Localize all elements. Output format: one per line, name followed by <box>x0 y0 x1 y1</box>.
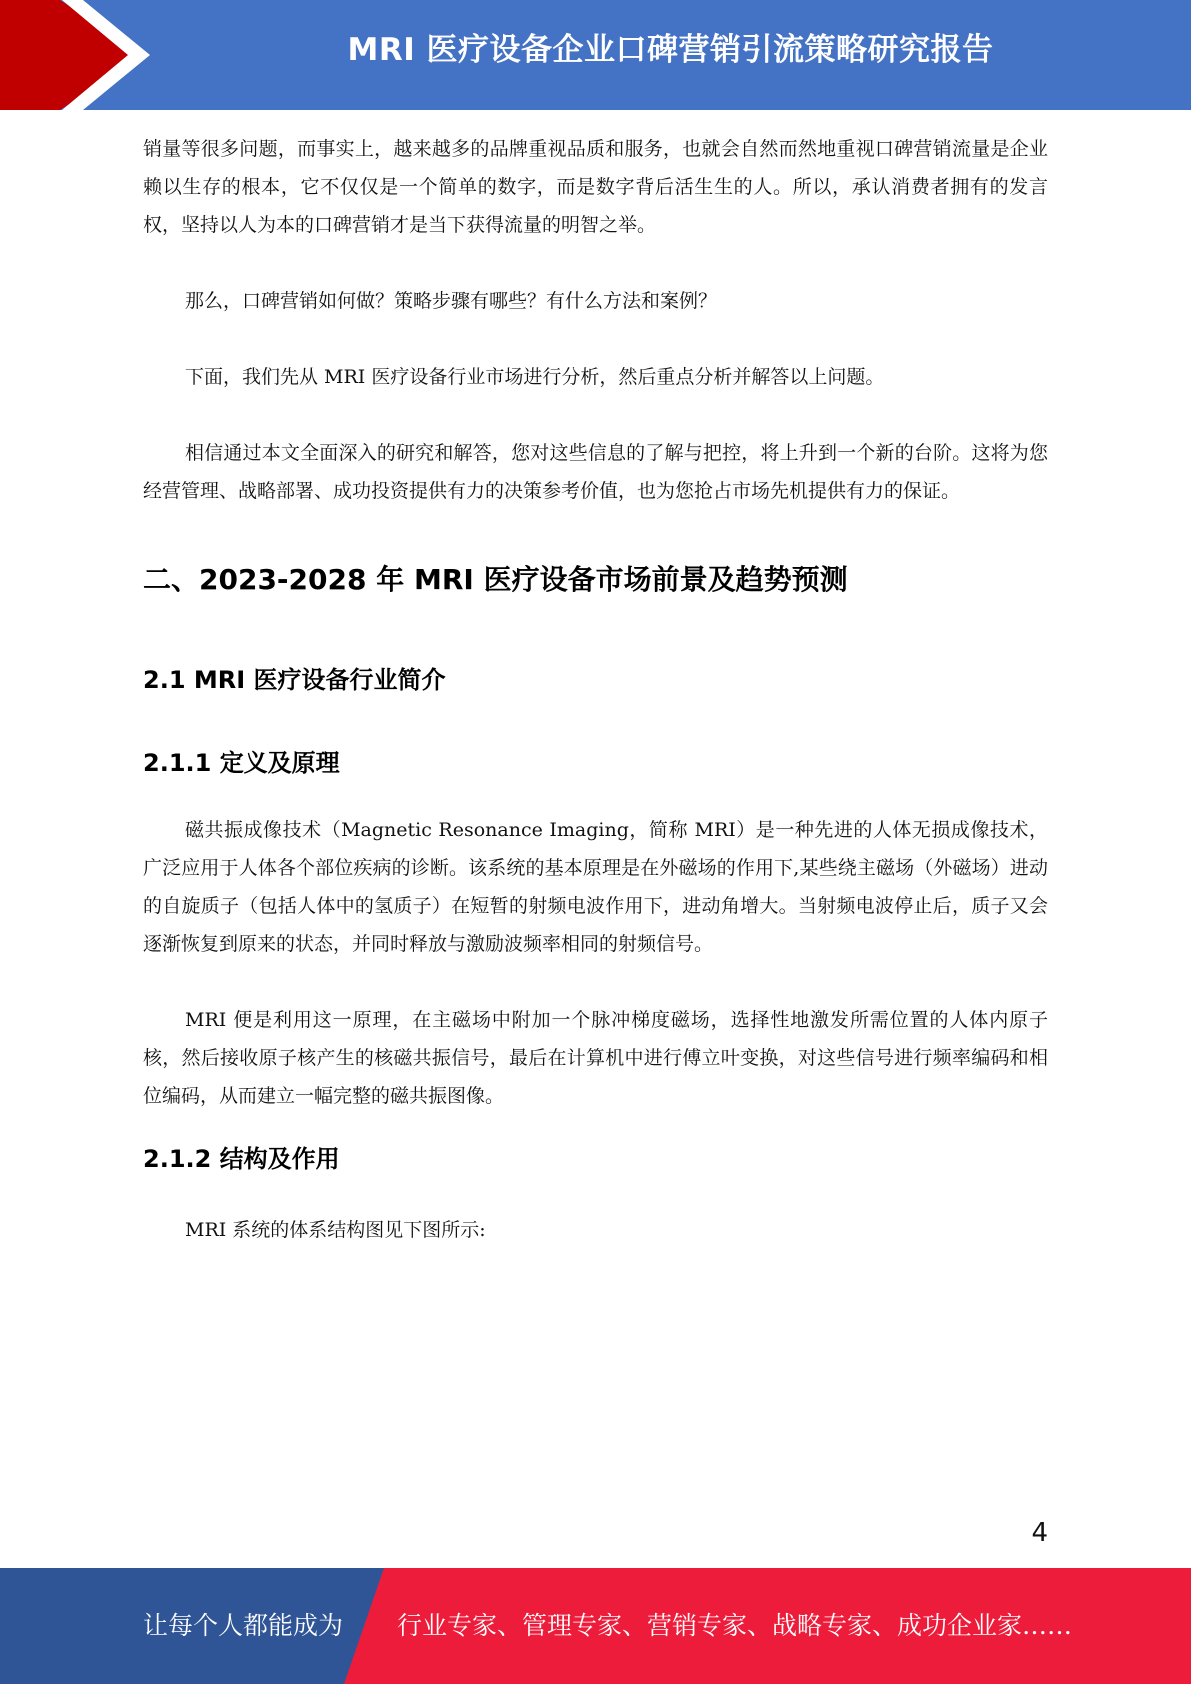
body-paragraph: MRI 便是利用这一原理，在主磁场中附加一个脉冲梯度磁场，选择性地激发所需位置的人体内原子核，然后接收原子核产生的核磁共振信号，最后在计算机中进行傅立叶变换，对这些信号进行频率编码和相位编码，从而建立一幅完整的磁共振图像。 <box>143 1009 1048 1107</box>
body-paragraph: 相信通过本文全面深入的研究和解答，您对这些信息的了解与把控，将上升到一个新的台阶。这将为您经营管理、战略部署、成功投资提供有力的决策参考价值，也为您抢占市场先机提供有力的保证。 <box>143 442 1048 502</box>
subsubsection-heading-structure: 2.1.2 结构及作用 <box>143 1145 340 1173</box>
page-header <box>0 0 1191 110</box>
subsubsection-heading-definition: 2.1.1 定义及原理 <box>143 749 340 777</box>
page-number: 4 <box>1031 1518 1048 1548</box>
body-paragraph: 销量等很多问题，而事实上，越来越多的品牌重视品质和服务，也就会自然而然地重视口碑营销流量是企业赖以生存的根本，它不仅仅是一个简单的数字，而是数字背后活生生的人。所以，承认消费者拥有的发言权，坚持以人为本的口碑营销才是当下获得流量的明智之举。 <box>143 138 1048 236</box>
body-paragraph: 那么，口碑营销如何做？策略步骤有哪些？有什么方法和案例？ <box>185 290 718 312</box>
page-footer <box>0 1568 1191 1684</box>
header-chevron-decoration <box>0 0 160 110</box>
footer-slogan-left: 让每个人都能成为 <box>143 1611 344 1640</box>
body-paragraph: 磁共振成像技术（Magnetic Resonance Imaging，简称 MRI）是一种先进的人体无损成像技术，广泛应用于人体各个部位疾病的诊断。该系统的基本原理是在外磁场的作用下,某些绕主磁场（外磁场）进动的自旋质子（包括人体中的氢质子）在短暂的射频电波作用下，进动角增大。当射频电波停止后，质子又会逐渐恢复到原来的状态，并同时释放与激励波频率相同的射频信号。 <box>143 819 1048 955</box>
footer-slogan-right: 行业专家、管理专家、营销专家、战略专家、成功企业家…… <box>397 1611 1073 1640</box>
header-title: MRI 医疗设备企业口碑营销引流策略研究报告 <box>347 32 994 68</box>
document-body <box>143 130 1048 1249</box>
body-paragraph: MRI 系统的体系结构图见下图所示: <box>185 1219 486 1241</box>
body-paragraph: 下面，我们先从 MRI 医疗设备行业市场进行分析，然后重点分析并解答以上问题。 <box>185 366 885 388</box>
subsection-heading: 2.1 MRI 医疗设备行业简介 <box>143 666 446 694</box>
section-heading: 二、2023-2028 年 MRI 医疗设备市场前景及趋势预测 <box>143 563 848 596</box>
